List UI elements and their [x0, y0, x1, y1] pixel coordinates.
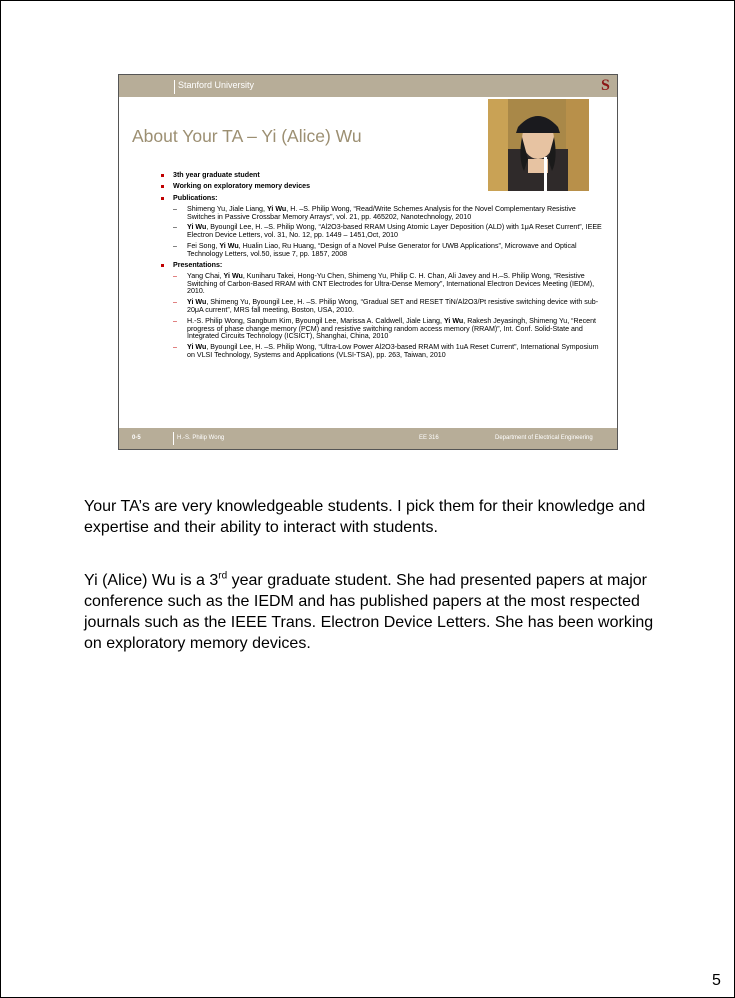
- presentation-item: – H.-S. Philip Wong, Sangbum Kim, Byoungil Lee, Marissa A. Caldwell, Jiale Liang, Yi Wu, Rakesh Jeyasingh, Shimeng Yu, “Recent progress of phase change memory (PCM) and resistive switching random access memory (RRAM)”, Int. Conf. Solid-State and Integrated Circuits Technology (ICSICT), Shanghai, China, 2010: [161, 318, 606, 341]
- slide-title: About Your TA – Yi (Alice) Wu: [132, 126, 362, 146]
- presentation-item: – Yang Chai, Yi Wu, Kuniharu Takei, Hong-Yu Chen, Shimeng Yu, Philip C. H. Chan, Ali Javey and H.–S. Philip Wong, “Resistive Switching of Carbon-Based RRAM with CNT Electrodes for Ultra-Dense Memory”, International Electron Devices Meeting (IEDM), 2010.: [161, 273, 606, 296]
- presentation-item: – Yi Wu, Byoungil Lee, H. –S. Philip Wong, “Ultra-Low Power Al2O3-based RRAM with 1uA Reset Current”, International Symposium on VLSI Technology, Systems and Applications (VLSI-TSA), pp. 263, Taiwan, 2010: [161, 344, 606, 359]
- bullet-year: 3th year graduate student: [161, 172, 606, 180]
- notes-paragraph-2: [84, 570, 664, 654]
- notes-paragraph-1: Your TA’s are very knowledgeable students. I pick them for their knowledge and expertise and their ability to interact with students.: [84, 498, 646, 536]
- footer-department: Department of Electrical Engineering: [495, 435, 593, 441]
- ordinal-suffix: rd: [218, 570, 228, 582]
- stanford-logo: S: [601, 77, 610, 94]
- slide-footer-bar: [119, 428, 617, 449]
- slide: [118, 74, 618, 450]
- page-number: 5: [712, 972, 721, 989]
- footer-author: H.-S. Philip Wong: [177, 435, 225, 441]
- slide-header-bar: [119, 75, 617, 97]
- publication-item: – Yi Wu, Byoungil Lee, H. –S. Philip Wong, “Al2O3-based RRAM Using Atomic Layer Deposition (ALD) with 1μA Reset Current”, IEEE Electron Device Letters, vol. 31, No. 12, pp. 1449 – 1451,Oct, 2010: [161, 224, 606, 239]
- bullet-presentations: Presentations:: [161, 262, 606, 270]
- bullet-research: Working on exploratory memory devices: [161, 183, 606, 191]
- notes-p2-start: Yi (Alice) Wu is a 3: [84, 572, 219, 589]
- header-divider: [174, 80, 175, 94]
- institution-name: Stanford University: [178, 80, 255, 90]
- footer-course: EE 316: [419, 435, 439, 441]
- presentation-item: – Yi Wu, Shimeng Yu, Byoungil Lee, H. –S. Philip Wong, “Gradual SET and RESET TiN/Al2O3/Pt resistive switching device with sub-20μA current”, MRS fall meeting, Boston, USA, 2010.: [161, 299, 606, 314]
- bullet-publications: Publications:: [161, 195, 606, 203]
- slide-bullets: [161, 172, 606, 363]
- publication-item: – Fei Song, Yi Wu, Hualin Liao, Ru Huang, “Design of a Novel Pulse Generator for UWB Applications”, Microwave and Optical Technology Letters, vol.50, issue 7, pp. 1857, 2008: [161, 243, 606, 258]
- notes-p2-rest: year graduate student. She had presented papers at major conference such as the IEDM and has published papers at the most respected journals such as the IEEE Trans. Electron Device Letters. She has been working on exploratory memory devices.: [84, 572, 654, 652]
- slide-number: 0-5: [132, 435, 141, 441]
- footer-divider: [173, 432, 174, 445]
- publication-item: – Shimeng Yu, Jiale Liang, Yi Wu, H. –S. Philip Wong, “Read/Write Schemes Analysis for the Novel Complementary Resistive Switches in Passive Crossbar Memory Arrays”, vol. 21, pp. 465202, Nanotechnology, 2010: [161, 206, 606, 221]
